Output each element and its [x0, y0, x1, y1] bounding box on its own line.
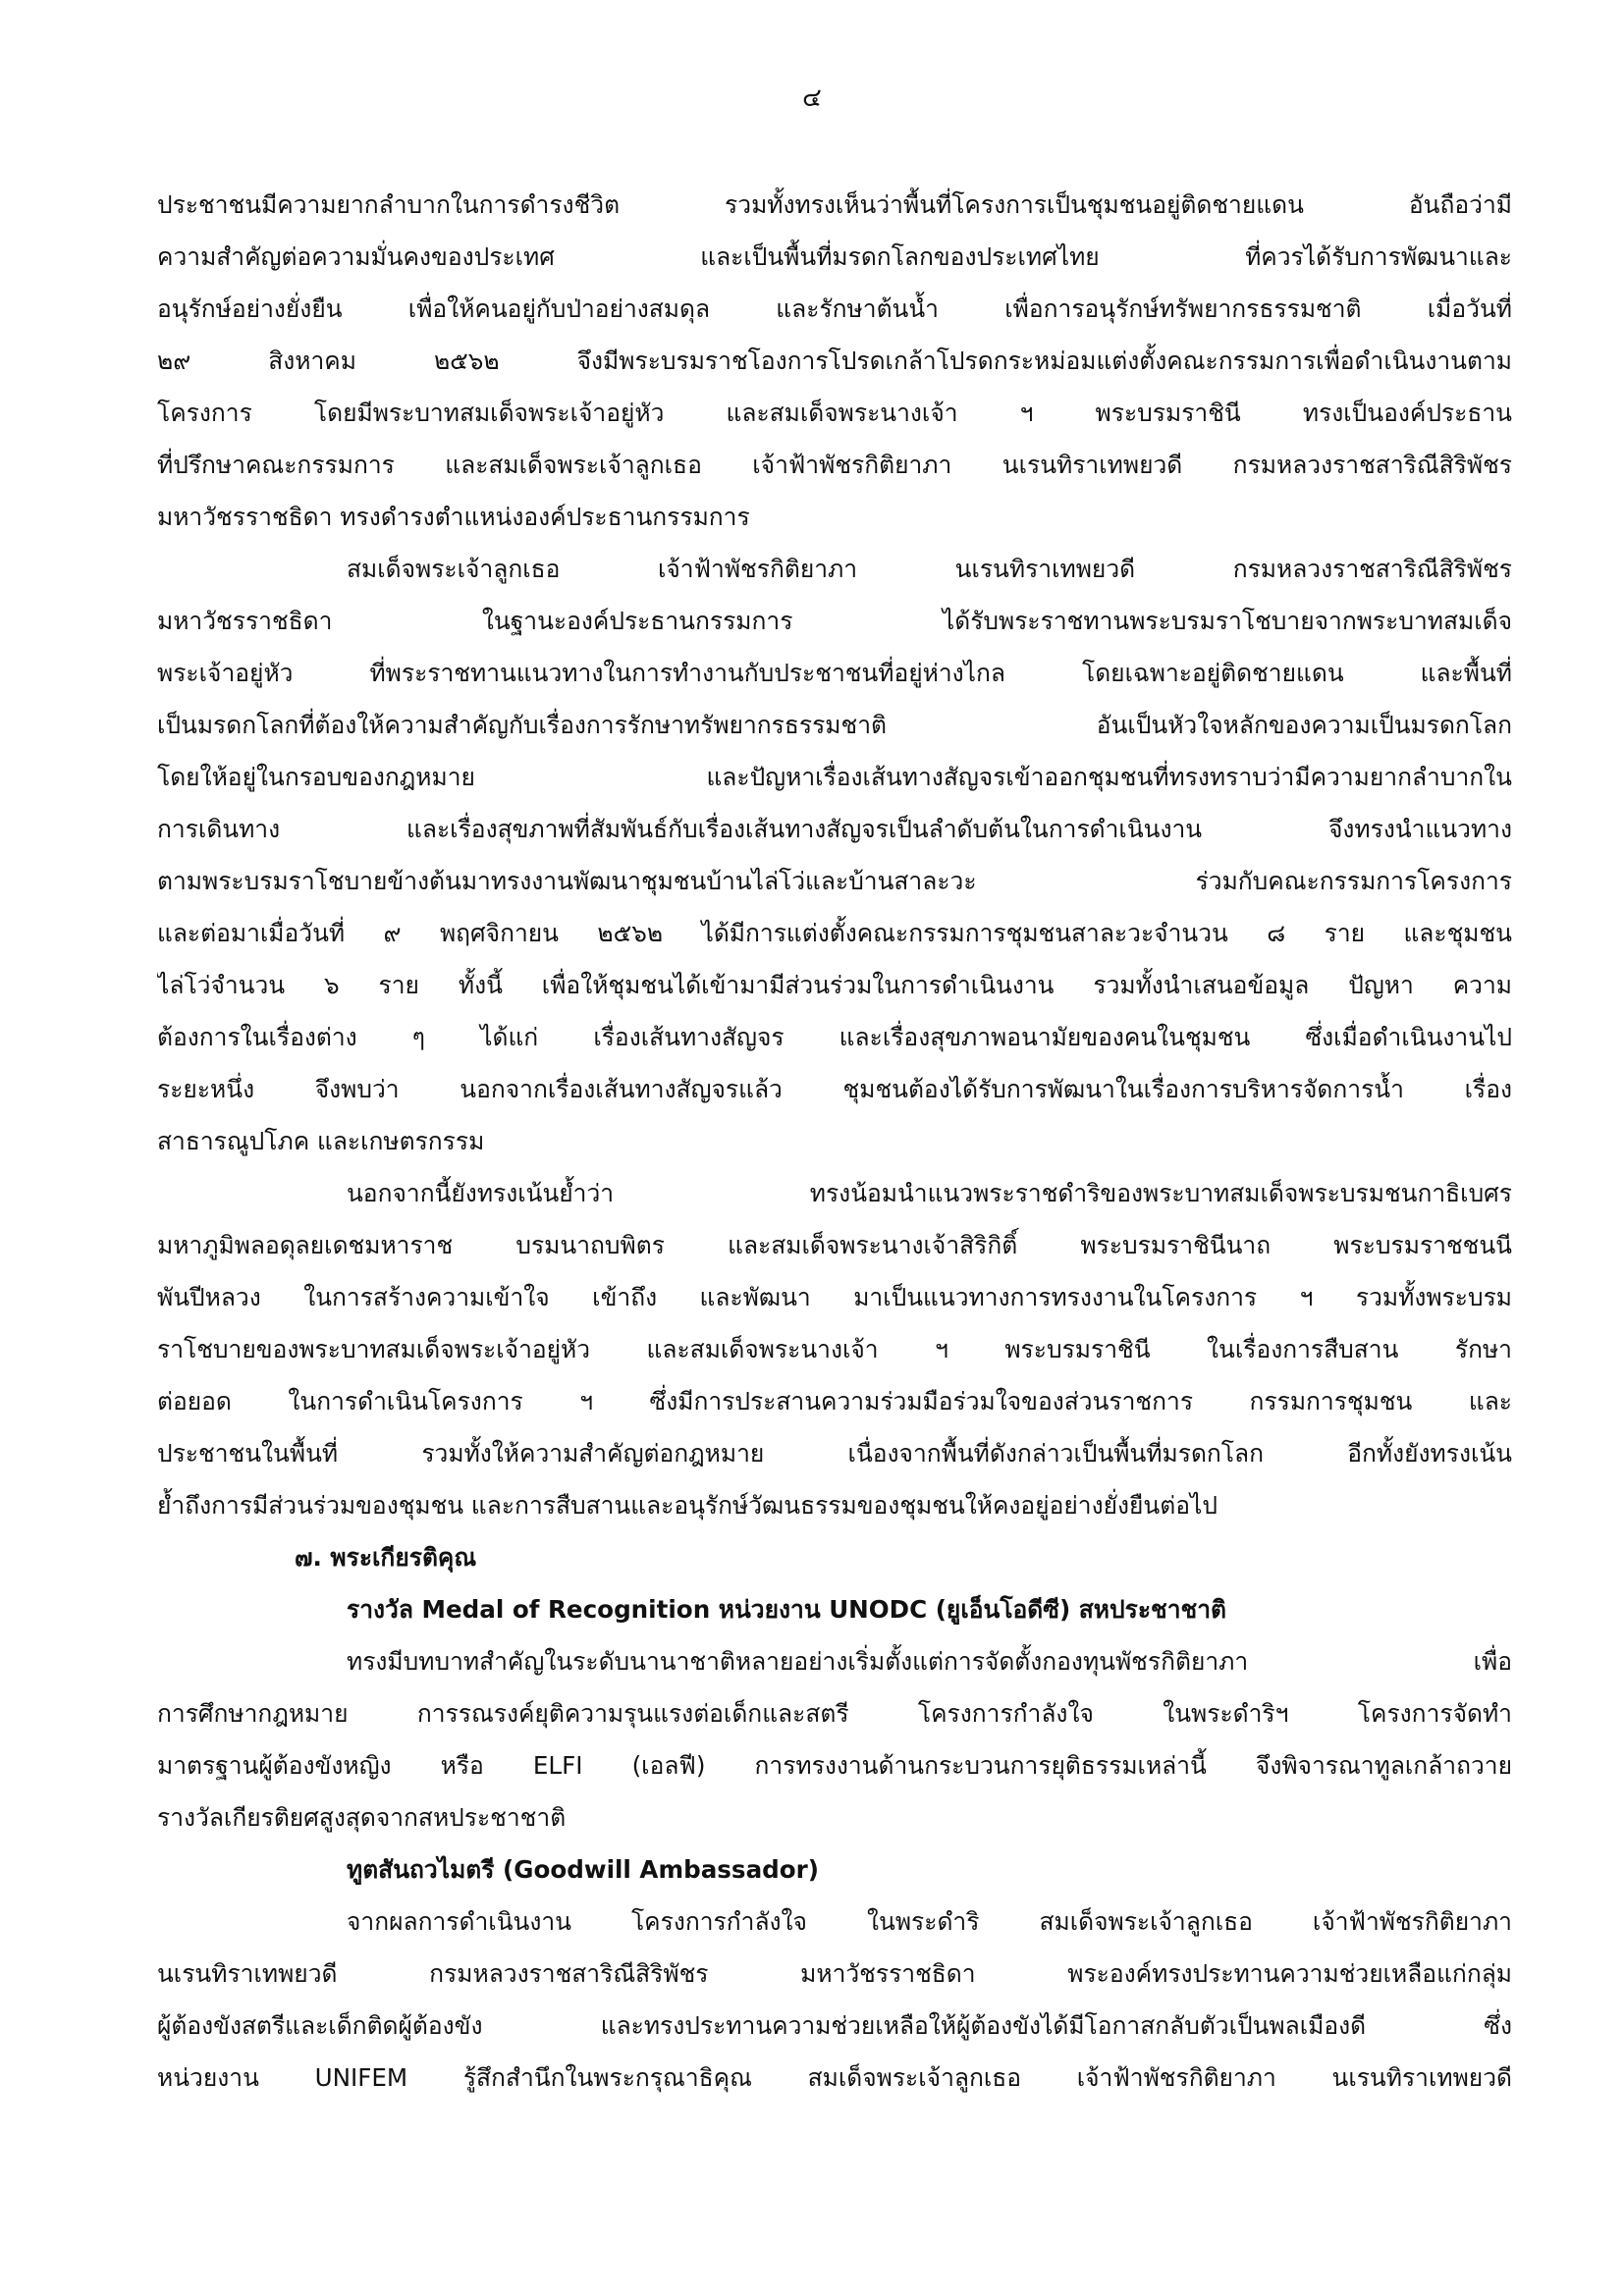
text-line: มหาวัชรราชธิดา ทรงดำรงตำแหน่งองค์ประธานกรรมการ	[157, 503, 750, 531]
text-line: มหาภูมิพลอดุลยเดชมหาราช บรมนาถบพิตร และสมเด็จพระนางเจ้าสิริกิติ์ พระบรมราชินีนาถ พระบรมราชชนนี	[157, 1231, 1512, 1259]
text-line: ความสำคัญต่อความมั่นคงของประเทศ และเป็นพื้นที่มรดกโลกของประเทศไทย ที่ควรได้รับการพัฒนาและ	[157, 242, 1512, 271]
paragraph-2	[157, 543, 1512, 1167]
text-line: ต่อยอด ในการดำเนินโครงการ ฯ ซึ่งมีการประสานความร่วมมือร่วมใจของส่วนราชการ กรรมการชุมชน และ	[157, 1387, 1512, 1415]
paragraph-1	[157, 179, 1512, 543]
page-number: ๔	[802, 83, 822, 113]
text-line: และต่อมาเมื่อวันที่ ๙ พฤศจิกายน ๒๕๖๒ ได้มีการแต่งตั้งคณะกรรมการชุมชนสาละวะจำนวน ๘ ราย และชุมชน	[157, 919, 1512, 947]
text-line: ประชาชนมีความยากลำบากในการดำรงชีวิต รวมทั้งทรงเห็นว่าพื้นที่โครงการเป็นชุมชนอยู่ติดชายแดน อันถือว่ามี	[157, 190, 1512, 219]
text-line: ๒๙ สิงหาคม ๒๕๖๒ จึงมีพระบรมราชโองการโปรดเกล้าโปรดกระหม่อมแต่งตั้งคณะกรรมการเพื่อดำเนินงานตาม	[157, 347, 1512, 375]
award-medal-of-recognition	[157, 1583, 1512, 1843]
text-line: ระยะหนึ่ง จึงพบว่า นอกจากเรื่องเส้นทางสัญจรแล้ว ชุมชนต้องได้รับการพัฒนาในเรื่องการบริหารจัดการน้ำ เรื่อง	[157, 1075, 1512, 1103]
text-line: โดยให้อยู่ในกรอบของกฎหมาย และปัญหาเรื่องเส้นทางสัญจรเข้าออกชุมชนที่ทรงทราบว่ามีความยากลำบากใน	[157, 763, 1512, 791]
text-line: จากผลการดำเนินงาน โครงการกำลังใจ ในพระดำริ สมเด็จพระเจ้าลูกเธอ เจ้าฟ้าพัชรกิติยาภา	[347, 1907, 1512, 1936]
text-line: การศึกษากฎหมาย การรณรงค์ยุติความรุนแรงต่อเด็กและสตรี โครงการกำลังใจ ในพระดำริฯ โครงการจัดทำ	[157, 1699, 1512, 1728]
paragraph-3	[157, 1167, 1512, 1531]
document-body	[157, 179, 1512, 2104]
text-line: ประชาชนในพื้นที่ รวมทั้งให้ความสำคัญต่อกฎหมาย เนื่องจากพื้นที่ดังกล่าวเป็นพื้นที่มรดกโลก อีกทั้งยังทรงเน้น	[157, 1439, 1512, 1468]
text-line: พระเจ้าอยู่หัว ที่พระราชทานแนวทางในการทำงานกับประชาชนที่อยู่ห่างไกล โดยเฉพาะอยู่ติดชายแดน และพื้นที่	[157, 659, 1512, 687]
award-heading: ทูตสันถวไมตรี (Goodwill Ambassador)	[347, 1855, 820, 1884]
text-line: สมเด็จพระเจ้าลูกเธอ เจ้าฟ้าพัชรกิติยาภา นเรนทิราเทพยวดี กรมหลวงราชสาริณีสิริพัชร	[347, 555, 1512, 583]
text-line: ไล่โว่จำนวน ๖ ราย ทั้งนี้ เพื่อให้ชุมชนได้เข้ามามีส่วนร่วมในการดำเนินงาน รวมทั้งนำเสนอข้อมูล ปัญหา ความ	[157, 971, 1512, 999]
text-line: ต้องการในเรื่องต่าง ๆ ได้แก่ เรื่องเส้นทางสัญจร และเรื่องสุขภาพอนามัยของคนในชุมชน ซึ่งเมื่อดำเนินงานไป	[157, 1023, 1512, 1051]
text-line: มาตรฐานผู้ต้องขังหญิง หรือ ELFI (เอลฟี) การทรงงานด้านกระบวนการยุติธรรมเหล่านี้ จึงพิจารณาทูลเกล้าถวาย	[157, 1751, 1512, 1780]
text-line: มหาวัชรราชธิดา ในฐานะองค์ประธานกรรมการ ได้รับพระราชทานพระบรมราโชบายจากพระบาทสมเด็จ	[157, 607, 1512, 635]
text-line: ที่ปรึกษาคณะกรรมการ และสมเด็จพระเจ้าลูกเธอ เจ้าฟ้าพัชรกิติยาภา นเรนทิราเทพยวดี กรมหลวงราชสาริณีสิริพัชร	[157, 451, 1512, 479]
award-heading: รางวัล Medal of Recognition หน่วยงาน UNODC (ยูเอ็นโอดีซี) สหประชาชาติ	[347, 1595, 1227, 1624]
text-line: นอกจากนี้ยังทรงเน้นย้ำว่า ทรงน้อมนำแนวพระราชดำริของพระบาทสมเด็จพระบรมชนกาธิเบศร	[347, 1179, 1512, 1207]
text-line: รางวัลเกียรติยศสูงสุดจากสหประชาชาติ	[157, 1803, 567, 1832]
text-line: ตามพระบรมราโชบายข้างต้นมาทรงงานพัฒนาชุมชนบ้านไล่โว่และบ้านสาละวะ ร่วมกับคณะกรรมการโครงการ	[157, 867, 1512, 895]
text-line: โครงการ โดยมีพระบาทสมเด็จพระเจ้าอยู่หัว และสมเด็จพระนางเจ้า ฯ พระบรมราชินี ทรงเป็นองค์ประธาน	[157, 399, 1512, 427]
text-line: นเรนทิราเทพยวดี กรมหลวงราชสาริณีสิริพัชร มหาวัชรราชธิดา พระองค์ทรงประทานความช่วยเหลือแก่กลุ่ม	[157, 1959, 1512, 1988]
text-line: การเดินทาง และเรื่องสุขภาพที่สัมพันธ์กับเรื่องเส้นทางสัญจรเป็นลำดับต้นในการดำเนินงาน จึงทรงนำแนวทาง	[157, 815, 1512, 843]
text-line: พันปีหลวง ในการสร้างความเข้าใจ เข้าถึง และพัฒนา มาเป็นแนวทางการทรงงานในโครงการ ฯ รวมทั้งพระบรม	[157, 1283, 1512, 1311]
text-line: ย้ำถึงการมีส่วนร่วมของชุมชน และการสืบสานและอนุรักษ์วัฒนธรรมของชุมชนให้คงอยู่อย่างยั่งยืนต่อไป	[157, 1491, 1218, 1520]
text-line: อนุรักษ์อย่างยั่งยืน เพื่อให้คนอยู่กับป่าอย่างสมดุล และรักษาต้นน้ำ เพื่อการอนุรักษ์ทรัพยากรธรรมชาติ เมื่อวันที่	[157, 294, 1512, 323]
text-line: ราโชบายของพระบาทสมเด็จพระเจ้าอยู่หัว และสมเด็จพระนางเจ้า ฯ พระบรมราชินี ในเรื่องการสืบสาน รักษา	[157, 1335, 1512, 1363]
award-goodwill-ambassador	[157, 1843, 1512, 2104]
text-line: เป็นมรดกโลกที่ต้องให้ความสำคัญกับเรื่องการรักษาทรัพยากรธรรมชาติ อันเป็นหัวใจหลักของความเป็นมรดกโลก	[157, 711, 1512, 739]
text-line: ทรงมีบทบาทสำคัญในระดับนานาชาติหลายอย่างเริ่มตั้งแต่การจัดตั้งกองทุนพัชรกิติยาภา เพื่อ	[347, 1647, 1512, 1676]
text-line: ผู้ต้องขังสตรีและเด็กติดผู้ต้องขัง และทรงประทานความช่วยเหลือให้ผู้ต้องขังได้มีโอกาสกลับตัวเป็นพลเมืองดี ซึ่ง	[157, 2011, 1512, 2040]
text-line: สาธารณูปโภค และเกษตรกรรม	[157, 1127, 485, 1155]
text-line: หน่วยงาน UNIFEM รู้สึกสำนึกในพระกรุณาธิคุณ สมเด็จพระเจ้าลูกเธอ เจ้าฟ้าพัชรกิติยาภา นเรนทิราเทพยวดี	[157, 2063, 1512, 2092]
section-heading: ๗. พระเกียรติคุณ	[295, 1543, 477, 1572]
